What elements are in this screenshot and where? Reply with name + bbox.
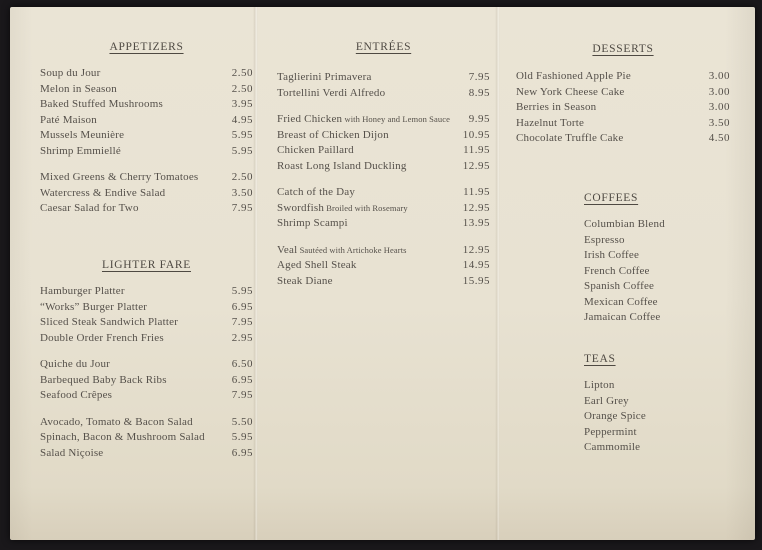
menu-item (516, 85, 730, 101)
menu-item (584, 394, 730, 410)
menu-item (277, 201, 490, 217)
menu-item (584, 310, 730, 326)
item-price: 2.95 (231, 331, 253, 344)
item-name: Earl Grey (584, 394, 629, 407)
item-name: Espresso (584, 233, 625, 246)
item-name: Hazelnut Torte (516, 116, 585, 129)
item-price: 3.95 (231, 98, 253, 110)
item-price: 14.95 (462, 259, 490, 271)
item-price: 12.95 (462, 243, 490, 256)
item-name: Peppermint (584, 425, 637, 438)
menu-item (277, 112, 490, 128)
menu-item (584, 233, 730, 249)
item-note: Broiled with Rosemary (324, 202, 408, 213)
item-name: Barbequed Baby Back Ribs (40, 373, 167, 386)
item-name: Aged Shell Steak (277, 259, 357, 271)
item-name: Shrimp Scampi (277, 217, 348, 229)
menu-item-group (40, 357, 253, 404)
section-coffees (584, 192, 730, 326)
item-price: 7.95 (231, 316, 253, 328)
item-price: 2.50 (231, 82, 253, 95)
item-price: 12.95 (462, 201, 490, 214)
item-name: Shrimp Emmiellé (40, 144, 121, 157)
item-price: 3.00 (708, 101, 730, 113)
item-name: Berries in Season (516, 101, 597, 113)
item-price: 3.00 (708, 85, 730, 98)
item-name: Jamaican Coffee (584, 311, 661, 323)
section-title-lighter-fare: LIGHTER FARE (101, 259, 191, 271)
section-title-coffees: COFFEES (584, 192, 639, 204)
menu-item-group (40, 170, 253, 217)
menu-item (40, 113, 253, 129)
section-teas (584, 353, 730, 456)
item-note: with Honey and Lemon Sauce (342, 114, 450, 124)
item-name: Mussels Meunière (40, 129, 125, 141)
item-name: Breast of Chicken Dijon (277, 128, 389, 141)
item-name: Cammomile (584, 441, 641, 453)
menu-item-group (277, 185, 490, 232)
menu-item (516, 131, 730, 147)
section-appetizers (40, 41, 253, 217)
item-name: Chocolate Truffle Cake (516, 132, 624, 144)
item-name: Soup du Jour (40, 67, 101, 79)
item-name: Columbian Blend (584, 218, 665, 230)
menu-item (40, 186, 253, 202)
item-price: 6.50 (231, 358, 253, 370)
menu-item (516, 100, 730, 116)
menu-item (40, 170, 253, 186)
lighter-fare-items (40, 284, 253, 461)
menu-item-group (516, 69, 730, 147)
item-name: Quiche du Jour (40, 358, 111, 370)
teas-items (584, 378, 730, 456)
menu-item (40, 415, 253, 431)
menu-item (40, 300, 253, 316)
menu-item (40, 284, 253, 300)
item-price: 5.95 (231, 144, 253, 157)
section-lighter-fare (40, 259, 253, 461)
item-price: 6.95 (231, 300, 253, 313)
menu-item (40, 357, 253, 373)
menu-item (584, 279, 730, 295)
menu-item (584, 378, 730, 394)
menu-item (277, 216, 490, 232)
item-price: 11.95 (463, 144, 490, 156)
item-price: 4.50 (708, 132, 730, 144)
menu-item (40, 201, 253, 217)
menu-item (40, 430, 253, 446)
item-name: Hamburger Platter (40, 285, 125, 297)
item-price: 5.95 (231, 129, 253, 141)
menu-item (277, 70, 490, 86)
menu-item (584, 409, 730, 425)
section-title-entrees: ENTRÉES (355, 41, 412, 53)
entrees-items (277, 70, 490, 289)
item-price: 7.95 (231, 389, 253, 401)
menu-item (40, 446, 253, 462)
item-price: 7.95 (231, 202, 253, 214)
menu-item (277, 243, 490, 259)
item-price: 9.95 (468, 113, 490, 125)
item-price: 6.95 (231, 373, 253, 386)
item-name: Spanish Coffee (584, 280, 655, 292)
item-name: Salad Niçoise (40, 446, 104, 459)
item-price: 3.50 (708, 116, 730, 129)
menu-item (584, 248, 730, 264)
item-price: 5.95 (231, 285, 253, 297)
menu-item (40, 66, 253, 82)
item-name: Roast Long Island Duckling (277, 159, 407, 172)
menu-item (516, 116, 730, 132)
item-price: 12.95 (462, 159, 490, 172)
menu-page (10, 7, 755, 540)
item-note: Sautéed with Artichoke Hearts (297, 244, 407, 255)
menu-item (277, 143, 490, 159)
item-name: Steak Diane (277, 274, 333, 287)
item-name: Melon in Season (40, 82, 117, 95)
item-name: Irish Coffee (584, 249, 640, 261)
section-title-teas: TEAS (584, 353, 616, 365)
item-price: 3.00 (708, 70, 730, 82)
item-price: 4.95 (231, 113, 253, 126)
item-name: Lipton (584, 379, 615, 391)
item-name: French Coffee (584, 264, 650, 277)
menu-item (584, 440, 730, 456)
menu-item (40, 144, 253, 160)
item-name: Avocado, Tomato & Bacon Salad (40, 415, 193, 428)
menu-item-group (277, 243, 490, 290)
menu-item (277, 159, 490, 175)
item-name: Taglierini Primavera (277, 71, 372, 83)
item-name: Veal Sautéed with Artichoke Hearts (277, 243, 407, 256)
item-price: 8.95 (468, 86, 490, 99)
menu-item (584, 264, 730, 280)
desserts-items (516, 69, 730, 147)
item-name: Sliced Steak Sandwich Platter (40, 316, 179, 328)
item-price: 15.95 (462, 274, 490, 287)
item-price: 5.95 (231, 431, 253, 443)
section-entrees (277, 41, 490, 289)
item-name: Tortellini Verdi Alfredo (277, 86, 386, 99)
item-price: 6.95 (231, 446, 253, 459)
section-title-desserts: DESSERTS (592, 43, 654, 55)
item-price: 2.50 (231, 67, 253, 79)
menu-item (584, 295, 730, 311)
item-name: Caesar Salad for Two (40, 202, 139, 214)
item-name: Baked Stuffed Mushrooms (40, 98, 163, 110)
item-price: 5.50 (231, 415, 253, 428)
item-name: Double Order French Fries (40, 331, 164, 344)
menu-item (584, 217, 730, 233)
coffees-items (584, 217, 730, 326)
item-name: Old Fashioned Apple Pie (516, 70, 631, 82)
item-price: 2.50 (231, 171, 253, 183)
item-name: New York Cheese Cake (516, 85, 625, 98)
menu-item (40, 373, 253, 389)
item-name: Fried Chicken with Honey and Lemon Sauce (277, 113, 450, 125)
item-price: 7.95 (468, 71, 490, 83)
menu-item (40, 388, 253, 404)
menu-item (277, 86, 490, 102)
menu-item (584, 425, 730, 441)
menu-item (277, 185, 490, 201)
item-price: 10.95 (462, 128, 490, 141)
item-name: Orange Spice (584, 410, 646, 422)
menu-item (40, 82, 253, 98)
item-name: Swordfish Broiled with Rosemary (277, 201, 408, 214)
menu-item (40, 128, 253, 144)
menu-item (40, 315, 253, 331)
item-name: “Works” Burger Platter (40, 300, 148, 313)
item-name: Catch of the Day (277, 186, 356, 198)
menu-item (40, 331, 253, 347)
menu-item (40, 97, 253, 113)
menu-item-group (40, 284, 253, 346)
section-title-appetizers: APPETIZERS (109, 41, 184, 53)
item-price: 3.50 (231, 186, 253, 199)
item-name: Seafood Crêpes (40, 389, 113, 401)
item-name: Mixed Greens & Cherry Tomatoes (40, 171, 199, 183)
menu-item-group (277, 112, 490, 174)
menu-item (277, 274, 490, 290)
item-name: Paté Maison (40, 113, 97, 126)
menu-item-group (40, 415, 253, 462)
menu-item (277, 128, 490, 144)
fold-crease-left (253, 7, 258, 540)
fold-crease-right (495, 7, 500, 540)
appetizers-items (40, 66, 253, 217)
menu-item-group (584, 217, 730, 326)
menu-item (516, 69, 730, 85)
item-name: Spinach, Bacon & Mushroom Salad (40, 431, 205, 443)
menu-item-group (40, 66, 253, 159)
menu-item-group (584, 378, 730, 456)
item-price: 11.95 (463, 186, 490, 198)
item-name: Mexican Coffee (584, 295, 658, 308)
section-desserts (516, 43, 730, 147)
item-name: Chicken Paillard (277, 144, 354, 156)
item-price: 13.95 (462, 217, 490, 229)
item-name: Watercress & Endive Salad (40, 186, 166, 199)
menu-item (277, 258, 490, 274)
menu-item-group (277, 70, 490, 101)
